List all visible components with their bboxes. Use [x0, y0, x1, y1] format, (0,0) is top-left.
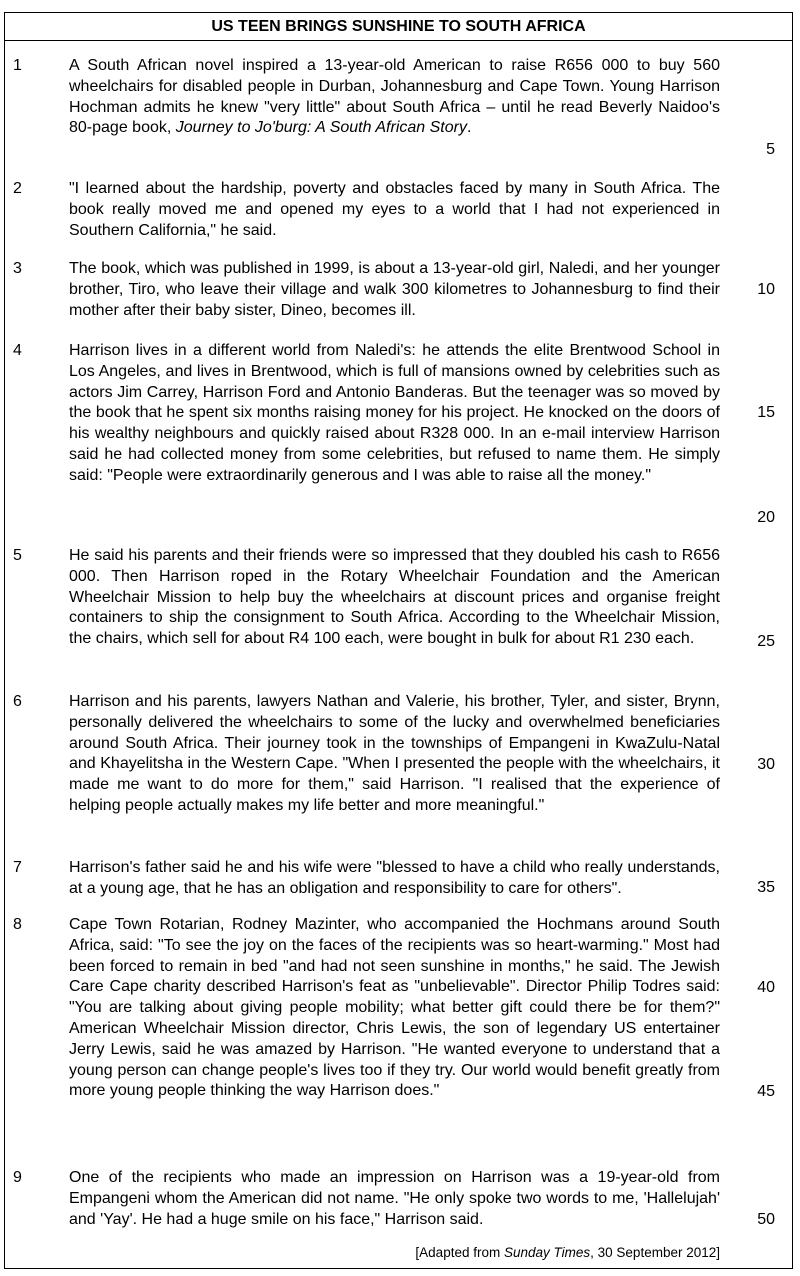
- paragraph-text: One of the recipients who made an impression on Harrison was a 19-year-old from Empangeni whom the American did not name. "He only spoke two words to me, 'Hallelujah' and 'Yay'. He had a huge smile on his face," Harrison said.: [69, 1169, 720, 1228]
- book-title: Journey to Jo'burg: A South African Story: [175, 119, 467, 137]
- paragraph-text: The book, which was published in 1999, is about a 13-year-old girl, Naledi, and her younger brother, Tiro, who leave their village and walk 300 kilometres to Johannesburg to find their mother after their baby sister, Dineo, becomes ill.: [69, 260, 720, 319]
- line-number: 10: [757, 281, 775, 298]
- paragraph-number: 6: [13, 693, 22, 710]
- paragraph-number: 3: [13, 260, 22, 277]
- paragraph-number: 9: [13, 1169, 22, 1186]
- paragraph-number: 8: [13, 916, 22, 933]
- line-number: 20: [757, 509, 775, 526]
- line-number: 5: [766, 141, 775, 158]
- paragraph-text: Harrison and his parents, lawyers Nathan and Valerie, his brother, Tyler, and sister, Brynn, personally delivered the wheelchairs to some of the lucky and overwhelmed beneficiaries around South Africa. Their journey took in the townships of Empangeni in KwaZulu-Natal and Khayelitsha in the Western Cape. "When I presented the people with the wheelchairs, it made me want to do more for them," said Harrison. "I realised that the experience of helping people actually makes my life better and more meaningful.": [69, 693, 720, 814]
- paragraph-text: [69, 56, 720, 139]
- line-number: 30: [757, 756, 775, 773]
- paragraph-number: 7: [13, 859, 22, 876]
- paragraph-text: He said his parents and their friends were so impressed that they doubled his cash to R656 000. Then Harrison roped in the Rotary Wheelchair Foundation and the American Wheelchair Mission to help buy the wheelchairs at discount prices and organise freight containers to ship the consignment to South Africa. According to the Wheelchair Mission, the chairs, which sell for about R4 100 each, were bought in bulk for about R1 230 each.: [69, 547, 720, 648]
- paragraph-number: 4: [13, 342, 22, 359]
- line-number: 15: [757, 404, 775, 421]
- article-title: US TEEN BRINGS SUNSHINE TO SOUTH AFRICA: [211, 18, 586, 35]
- line-number: 45: [757, 1083, 775, 1100]
- paragraph-text-end: .: [466, 119, 472, 137]
- title-divider: [4, 40, 793, 41]
- paragraph-number: 1: [13, 57, 22, 74]
- source-prefix: [Adapted from: [415, 1245, 504, 1260]
- line-number: 50: [757, 1211, 775, 1228]
- paragraph-number: 5: [13, 547, 22, 564]
- paragraph-text: Harrison's father said he and his wife were "blessed to have a child who really understands, at a young age, that he has an obligation and responsibility to care for others".: [69, 859, 720, 897]
- line-number: 35: [757, 879, 775, 896]
- line-number: 40: [757, 979, 775, 996]
- paragraph-text-main: A South African novel inspired a 13-year-old American to raise R656 000 to buy 560 wheelchairs for disabled people in Durban, Johannesburg and Cape Town. Young Harrison Hochman admits he knew "very little" about South Africa – until he read Beverly Naidoo's 80-page book,: [69, 57, 720, 137]
- line-number: 25: [757, 633, 775, 650]
- paragraph-number: 2: [13, 180, 22, 197]
- source-publication: Sunday Times: [503, 1245, 591, 1260]
- source-citation: [415, 1244, 720, 1262]
- paragraph-text: Harrison lives in a different world from Naledi's: he attends the elite Brentwood School in Los Angeles, and lives in Brentwood, which is full of mansions owned by celebrities such as actors Jim Carrey, Harrison Ford and Antonio Banderas. But the teenager was so moved by the book that he spent six months raising money for his project. He knocked on the doors of his wealthy neighbours and quickly raised about R328 000. In an e-mail interview Harrison said he had collected money from some celebrities, but refused to name them. He simply said: "People were extraordinarily generous and I was able to raise all the money.": [69, 342, 720, 484]
- source-suffix: , 30 September 2012]: [590, 1245, 720, 1260]
- paragraph-text: Cape Town Rotarian, Rodney Mazinter, who accompanied the Hochmans around South Africa, said: "To see the joy on the faces of the recipients was so heart-warming." Most had been forced to remain in bed "and had not seen sunshine in months," he said. The Jewish Care Cape charity described Harrison's feat as "unbelievable". Director Philip Todres said: "You are talking about giving people mobility; what better gift could there be for them?" American Wheelchair Mission director, Chris Lewis, the son of legendary US entertainer Jerry Lewis, said he was amazed by Harrison. "He wanted everyone to understand that a young person can change people's lives too if they try. Our world would benefit greatly from more young people thinking the way Harrison does.": [69, 916, 720, 1100]
- paragraph-text: "I learned about the hardship, poverty and obstacles faced by many in South Africa. The book really moved me and opened my eyes to a world that I had not experienced in Southern California," he said.: [69, 180, 720, 239]
